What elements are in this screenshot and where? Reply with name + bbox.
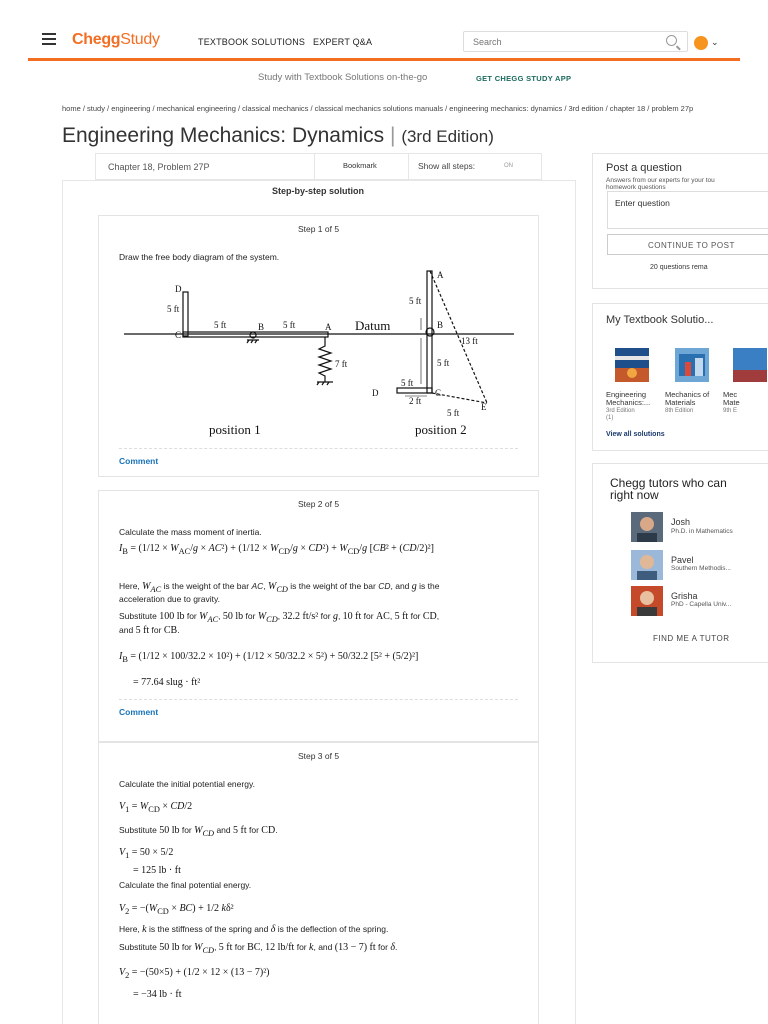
search-icon[interactable]	[666, 35, 677, 46]
tutor-name[interactable]: Grisha	[671, 591, 698, 601]
chegg-study-logo[interactable]: CheggStudy	[72, 31, 160, 48]
book-title[interactable]: Engineering Mechanics:...	[606, 390, 651, 407]
chevron-down-icon[interactable]: ⌄	[711, 37, 719, 47]
position-1-caption: position 1	[209, 422, 261, 437]
step-text: Here, k is the stiffness of the spring and δ is the deflection of the spring.	[119, 924, 389, 935]
post-question-sub: Answers from our experts for your tou	[606, 177, 715, 184]
fbd-label: B	[258, 322, 265, 332]
step-text: Calculate the initial potential energy.	[119, 779, 255, 789]
fbd-label: A	[437, 270, 444, 280]
step-text: Substitute 50 lb for $W_{CD}$, 5 ft for BC, 12 lb/ft for k, and (13 − 7) ft for δ.	[119, 942, 398, 955]
get-app-link[interactable]: GET CHEGG STUDY APP	[476, 74, 572, 83]
bookmark-button[interactable]: Bookmark	[343, 161, 377, 170]
fbd-label: 5 ft	[401, 378, 414, 388]
step-text: Substitute 50 lb for $W_{CD}$ and 5 ft for CD.	[119, 825, 278, 838]
step-card-1	[98, 215, 539, 477]
fbd-label: 7 ft	[335, 359, 348, 369]
chapter-bar	[95, 153, 542, 180]
question-input[interactable]: Enter question	[607, 191, 768, 229]
fbd-label: 13 ft	[461, 336, 478, 346]
nav-textbook-solutions[interactable]: TEXTBOOK SOLUTIONS	[198, 37, 306, 47]
tutor-name[interactable]: Pavel	[671, 555, 694, 565]
show-all-steps-label: Show all steps:	[418, 161, 476, 171]
book-edition: 8th Edition	[665, 408, 694, 414]
nav-expert-qa[interactable]: EXPERT Q&A	[313, 37, 373, 47]
book-cover[interactable]	[675, 348, 709, 382]
result: = 125 lb · ft	[133, 865, 181, 876]
show-all-toggle[interactable]: ON	[504, 163, 513, 169]
my-textbook-card	[592, 303, 768, 451]
step-label: Step 2 of 5	[297, 499, 340, 509]
solution-heading: Step-by-step solution	[272, 186, 364, 196]
tutor-photo[interactable]	[631, 586, 663, 616]
user-avatar[interactable]	[694, 36, 708, 50]
book-cover[interactable]	[615, 348, 649, 382]
book-cover[interactable]	[733, 348, 767, 382]
book-edition: 9th E	[723, 408, 738, 414]
tutor-photo[interactable]	[631, 550, 663, 580]
search-box[interactable]	[463, 31, 688, 52]
equation: $V_2 = -(W_{CD} \times BC) + 1/2$ kδ²	[119, 903, 234, 916]
tutors-card	[592, 463, 768, 663]
fbd-label: C	[175, 330, 182, 340]
book-edition: 3rd Edition (1)	[606, 408, 635, 421]
free-body-diagram	[119, 266, 519, 446]
equation: $V_1 = 50 \times 5/2$	[119, 847, 174, 860]
step-card-2	[98, 490, 539, 742]
post-question-card	[592, 153, 768, 289]
fbd-label: D	[372, 388, 379, 398]
step-label: Step 3 of 5	[297, 751, 340, 761]
menu-icon[interactable]	[42, 33, 56, 48]
tutor-credential: Southern Methodis...	[671, 565, 731, 572]
continue-to-post-button[interactable]: CONTINUE TO POST	[607, 234, 768, 255]
fbd-label: 5 ft	[167, 304, 180, 314]
view-all-solutions-link[interactable]: View all solutions	[606, 431, 665, 438]
fbd-label: 5 ft	[214, 320, 227, 330]
step-text: acceleration due to gravity.	[119, 594, 220, 604]
tutor-name[interactable]: Josh	[671, 517, 691, 527]
header-accent-line	[28, 58, 740, 61]
step-label: Step 1 of 5	[297, 224, 340, 234]
fbd-label: 5 ft	[447, 408, 460, 418]
comment-link[interactable]: Comment	[119, 456, 159, 466]
questions-remaining: 20 questions rema	[650, 264, 708, 271]
fbd-label: E	[481, 402, 487, 412]
fbd-label: D	[175, 284, 182, 294]
fbd-label: 5 ft	[437, 358, 450, 368]
fbd-label: A	[325, 322, 332, 332]
datum-label: Datum	[355, 318, 391, 333]
tutor-credential: Ph.D. in Mathematics	[671, 528, 733, 535]
my-textbook-title[interactable]: My Textbook Solutio...	[606, 314, 714, 326]
post-question-sub2: homework questions	[606, 184, 666, 191]
page-title: Engineering Mechanics: Dynamics | (3rd Edition)	[62, 124, 494, 147]
step-text: and 5 ft for CB.	[119, 625, 180, 636]
comment-link[interactable]: Comment	[119, 707, 159, 717]
step-card-3	[98, 742, 539, 1024]
equation: $I_B = (1/12 \times 100/32.2 \times 10^2) + (1/12 \times 50/32.2 \times 5^2) + 50/32.2$ [5² + (5/2)²]	[119, 651, 419, 664]
book-title[interactable]: Mechanics of Materials	[665, 390, 710, 407]
equation: $I_B = (1/12 \times W_{AC}/g \times AC^2) + (1/12 \times W_{CD}/g \times CD^2) + W_{CD}/g$ [CB² + (CD/2)²]	[119, 543, 434, 556]
equation: $V_1 = W_{CD} \times CD/2$	[119, 801, 193, 814]
step-text: Calculate the final potential energy.	[119, 880, 252, 890]
find-tutor-button[interactable]: FIND ME A TUTOR	[653, 634, 730, 643]
step-text: Calculate the mass moment of inertia.	[119, 527, 262, 537]
fbd-label: C	[435, 388, 442, 398]
fbd-label: B	[437, 320, 444, 330]
tutor-photo[interactable]	[631, 512, 663, 542]
step-text: Draw the free body diagram of the system.	[119, 252, 280, 262]
fbd-label: 5 ft	[283, 320, 296, 330]
edition-label: (3rd Edition)	[401, 127, 494, 146]
step-text: Substitute 100 lb for $W_{AC}$, 50 lb for $W_{CD}$, 32.2 ft/s² for g, 10 ft for AC, 5 ft for CD,	[119, 611, 440, 624]
promo-text: Study with Textbook Solutions on-the-go	[258, 72, 428, 83]
fbd-label: 5 ft	[409, 296, 422, 306]
post-question-title: Post a question	[606, 162, 682, 174]
breadcrumb[interactable]: home / study / engineering / mechanical engineering / classical mechanics / classical mechanics solutions manuals / engineering mechanics: dynamics / 3rd edition / chapter 18 / problem 27p	[62, 104, 694, 113]
book-title[interactable]: Mec Mate	[723, 390, 740, 407]
tutor-credential: PhD - Capella Univ...	[671, 601, 732, 608]
chapter-selector[interactable]: Chapter 18, Problem 27P	[108, 162, 210, 172]
result: = 77.64 slug · ft²	[133, 677, 201, 688]
result: = −34 lb · ft	[133, 989, 182, 1000]
position-2-caption: position 2	[415, 422, 467, 437]
search-input[interactable]	[464, 33, 653, 52]
fbd-label: 2 ft	[409, 396, 422, 406]
equation: $V_2 = -(50\times 5) + (1/2 \times 12 \times (13 - 7)^2)$	[119, 967, 270, 980]
tutors-title: Chegg tutors who can right now	[610, 476, 727, 502]
step-text: Here, $W_{AC}$ is the weight of the bar AC, $W_{CD}$ is the weight of the bar CD, and g is the	[119, 581, 440, 594]
